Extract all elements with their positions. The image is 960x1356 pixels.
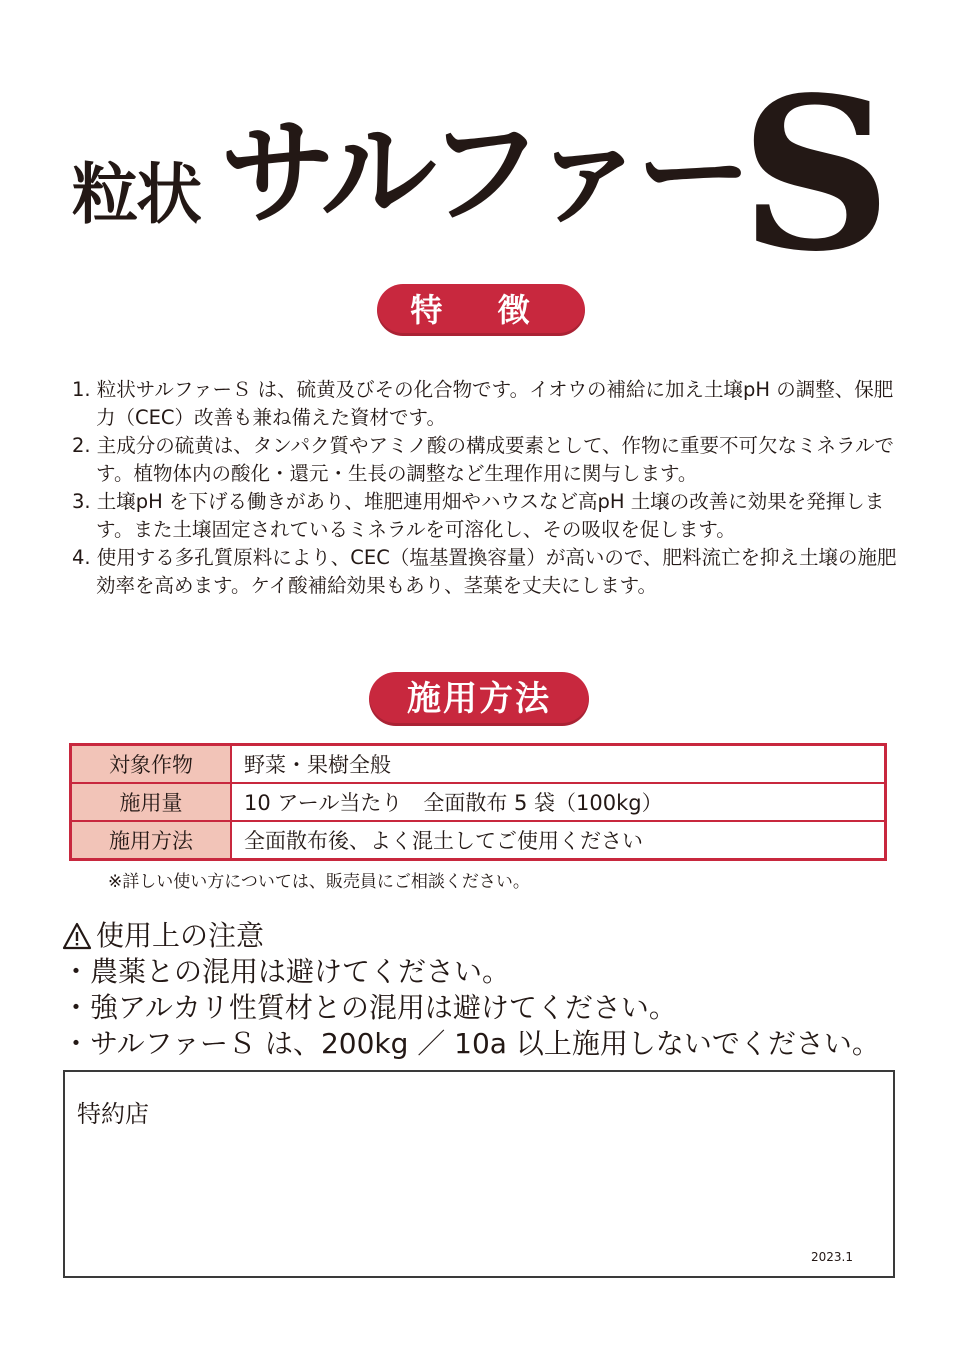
feature-item: 2. 主成分の硫黄は、タンパク質やアミノ酸の構成要素として、作物に重要不可欠なミネラルです。植物体内の酸化・還元・生長の調整など生理作用に関与します。 xyxy=(72,434,894,485)
table-row xyxy=(71,745,886,784)
row-label: 施用方法 xyxy=(71,821,232,860)
title-suffix: S xyxy=(740,51,892,298)
caution-item: ・強アルカリ性質材との混用は避けてください。 xyxy=(62,991,677,1024)
row-label: 対象作物 xyxy=(71,745,232,784)
document-date: 2023.1 xyxy=(811,1250,853,1264)
row-label: 施用量 xyxy=(71,783,232,821)
product-title xyxy=(70,51,900,298)
table-row xyxy=(71,783,886,821)
caution-item: ・サルファーＳ は、200kg ／ 10a 以上施用しないでください。 xyxy=(62,1027,880,1060)
feature-item: 4. 使用する多孔質原料により、CEC（塩基置換容量）が高いので、肥料流亡を抑え土壌の施肥効率を高めます。ケイ酸補給効果もあり、茎葉を丈夫にします。 xyxy=(72,546,897,597)
dealer-box xyxy=(63,1070,895,1278)
feature-item: 1. 粒状サルファーＳ は、硫黄及びその化合物です。イオウの補給に加え土壌pH の調整、保肥力（CEC）改善も兼ね備えた資材です。 xyxy=(72,378,894,429)
row-value: 野菜・果樹全般 xyxy=(231,745,886,784)
features-list xyxy=(72,376,902,600)
dealer-label: 特約店 xyxy=(77,1100,149,1128)
row-value: 全面散布後、よく混土してご使用ください xyxy=(231,821,886,860)
table-row xyxy=(71,821,886,860)
caution-item: ・農薬との混用は避けてください。 xyxy=(62,955,511,988)
features-heading: 特 徴 xyxy=(377,284,585,336)
caution-heading: 使用上の注意 xyxy=(96,919,265,952)
title-prefix: 粒状 xyxy=(72,156,200,233)
caution-heading-row xyxy=(62,918,922,954)
method-table xyxy=(69,743,887,861)
feature-item: 3. 土壌pH を下げる働きがあり、堆肥連用畑やハウスなど高pH 土壌の改善に効果を発揮します。また土壌固定されているミネラルを可溶化し、その吸収を促します。 xyxy=(72,490,885,541)
method-heading: 施用方法 xyxy=(369,672,589,726)
method-note: ※詳しい使い方については、販売員にご相談ください。 xyxy=(108,872,530,892)
caution-section xyxy=(62,918,922,1062)
title-main: サルファー xyxy=(220,106,742,241)
warning-icon xyxy=(62,922,92,950)
row-value: 10 アール当たり 全面散布 5 袋（100kg） xyxy=(231,783,886,821)
